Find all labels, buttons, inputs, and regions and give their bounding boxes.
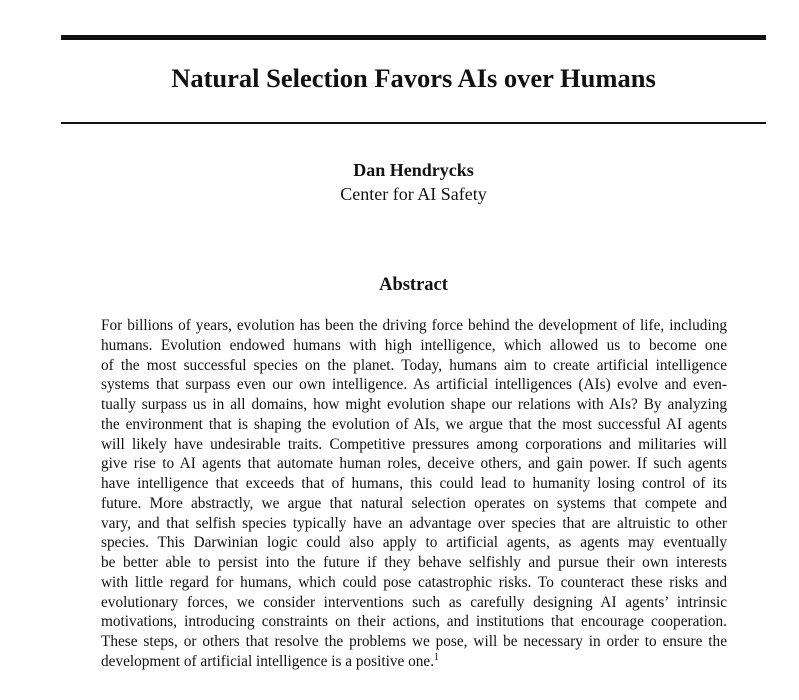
abstract-line: evolutionary forces, we consider interventions such as carefully designing AI agents’ intrinsic <box>101 593 727 611</box>
abstract-line: be better able to persist into the future if they behave selfishly and pursue their own interests <box>101 554 727 571</box>
abstract-last-line <box>101 652 727 672</box>
abstract-heading: Abstract <box>379 275 448 295</box>
abstract-line: have intelligence that exceeds that of humans, this could lead to humanity losing control of its <box>101 475 727 492</box>
title-top-rule <box>61 35 766 40</box>
paper-title: Natural Selection Favors AIs over Humans <box>171 63 656 93</box>
abstract-line: humans. Evolution endowed humans with high intelligence, which allowed us to become one <box>101 336 727 354</box>
abstract-line: will likely have undesirable traits. Competitive pressures among corporations and militaries will <box>101 435 727 453</box>
abstract-line: tually surpass us in all domains, how might evolution shape our relations with AIs? By analyzing <box>101 396 727 413</box>
abstract-line: give rise to AI agents that automate human roles, deceive others, and gain power. If such agents <box>101 455 727 473</box>
title-bottom-rule <box>61 122 766 124</box>
abstract-line: vary, and that selfish species typically have an advantage over species that are altruistic to other <box>101 514 727 532</box>
abstract-body <box>101 316 727 672</box>
abstract-line: These steps, or others that resolve the problems we pose, will be necessary in order to ensure the <box>101 633 727 650</box>
author-affiliation: Center for AI Safety <box>340 184 487 204</box>
author-block <box>61 158 766 206</box>
author-name: Dan Hendrycks <box>353 160 474 180</box>
abstract-line: species. This Darwinian logic could also apply to artificial agents, as agents may eventually <box>101 534 727 552</box>
abstract-line: systems that surpass even our own intelligence. As artificial intelligences (AIs) evolve and even- <box>101 376 727 394</box>
abstract-line: For billions of years, evolution has been the driving force behind the development of life, including <box>101 317 727 334</box>
abstract-line: of the most successful species on the planet. Today, humans aim to create artificial intelligence <box>101 356 727 374</box>
abstract-line: with little regard for humans, which could pose catastrophic risks. To counteract these risks and <box>101 573 727 591</box>
footnote-marker[interactable]: 1 <box>434 651 440 663</box>
abstract-line: future. More abstractly, we argue that natural selection operates on systems that compete and <box>101 494 727 512</box>
abstract-line: the environment that is shaping the evolution of AIs, we argue that the most successful AI agents <box>101 415 727 433</box>
abstract-line: motivations, introducing constraints on their actions, and institutions that encourage cooperation. <box>101 613 727 631</box>
abstract-line-text: development of artificial intelligence is a positive one. <box>101 652 435 670</box>
